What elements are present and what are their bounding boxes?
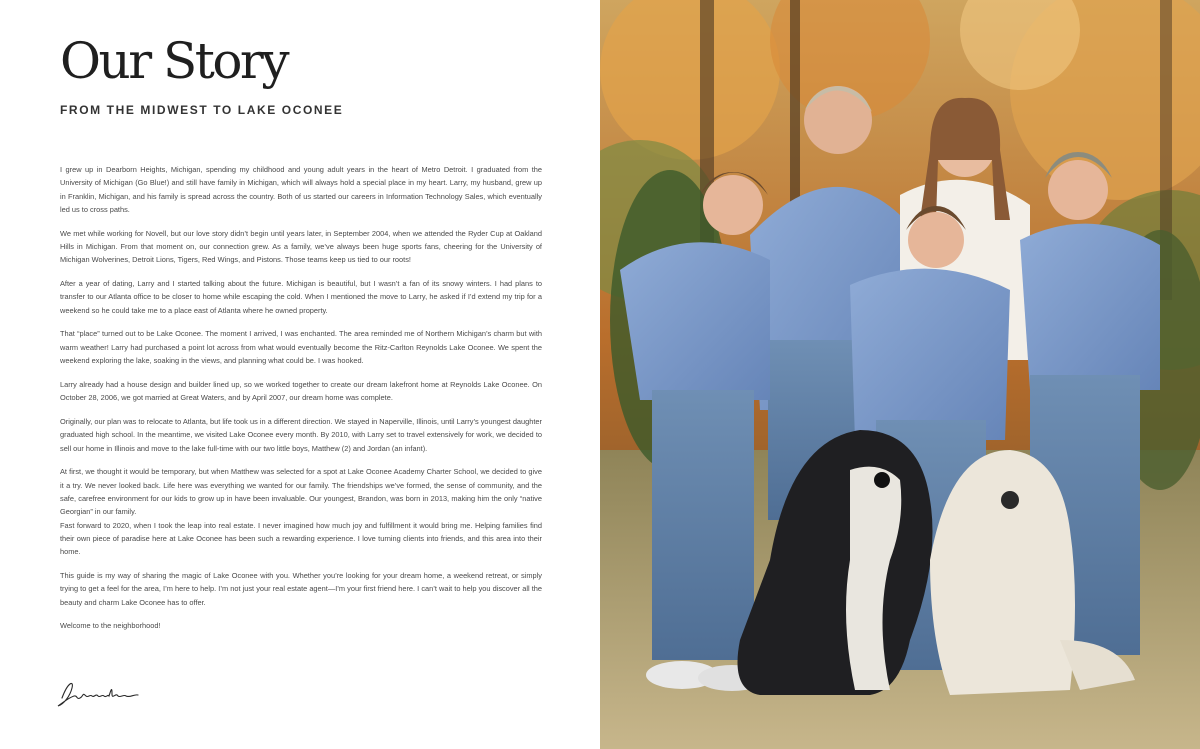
page-subtitle: FROM THE MIDWEST TO LAKE OCONEE <box>60 103 344 117</box>
signature <box>54 676 144 710</box>
story-paragraph: Originally, our plan was to relocate to Atlanta, but life took us in a different direction. We stayed in Naperville, Illinois, until Larry’s youngest daughter graduated high school. In the meantime, we visited Lake Oconee every month. By 2010, with Larry set to travel extensively for work, we decided to sell our home in Illinois and move to the lake full-time with our two little boys, Matthew (2) and Jordan (an infant). <box>60 416 542 453</box>
story-paragraph: I grew up in Dearborn Heights, Michigan, spending my childhood and young adult years in the heart of Metro Detroit. I graduated from the University of Michigan (Go Blue!) and still have family in Michigan, which will always hold a special place in my heart. Larry, my husband, grew up in Franklin, Michigan, and his family is spread across the country. Both of us started our careers in Information Technology Sales, which eventually led us to cross paths. <box>60 165 542 214</box>
story-paragraph: Larry already had a house design and builder lined up, so we worked together to create our dream lakefront home at Reynolds Lake Oconee. On October 28, 2006, we got married at Great Waters, and by April 2007, our dream home was complete. <box>60 379 542 403</box>
closing-line: Welcome to the neighborhood! <box>60 621 161 631</box>
story-paragraph: Fast forward to 2020, when I took the leap into real estate. I never imagined how much joy and fulfillment it would bring me. Helping families find their own piece of paradise here at Lake Oconee has been such a rewarding experience. I love turning clients into friends, and this area into their home. <box>60 520 542 557</box>
story-paragraph: That “place” turned out to be Lake Oconee. The moment I arrived, I was enchanted. The area reminded me of Northern Michigan’s charm but with warm weather! Larry had purchased a point lot across from what would eventually become the Ritz-Carlton Reynolds Lake Oconee. We spent the weekend exploring the lake, soaking in the views, and planning what could be. I was hooked. <box>60 329 542 366</box>
story-paragraph: After a year of dating, Larry and I started talking about the future. Michigan is beautiful, but I wasn’t a fan of its snowy winters. I had plans to transfer to our Atlanta office to be closer to home while escaping the cold. When I mentioned the move to Larry, he asked if I’d extend my trip for a weekend so he could take me to a place east of Atlanta where he owned property. <box>60 279 542 315</box>
story-paragraph: This guide is my way of sharing the magic of Lake Oconee with you. Whether you’re looking for your dream home, a weekend retreat, or simply trying to get a feel for the area, I’m here to help. I’m not just your real estate agent—I’m your first friend here. I can’t wait to help you discover all the beauty and charm Lake Oconee has to offer. <box>60 570 542 607</box>
story-paragraph: At first, we thought it would be temporary, but when Matthew was selected for a spot at Lake Oconee Academy Charter School, we decided to give it a try. We never looked back. Life here was everything we wanted for our family. The friendships we’ve formed, the sense of community, and the safe, carefree environment for our kids to grow up in have been invaluable. Our youngest, Brandon, was born in 2013, making him the only “native Georgian” in our family. <box>60 467 542 517</box>
page-title: Our Story <box>60 32 288 90</box>
story-body <box>60 163 542 643</box>
story-paragraph: We met while working for Novell, but our love story didn’t begin until years later, in September 2004, when we attended the Ryder Cup at Oakland Hills in Michigan. From that moment on, our connection grew. As a family, we’ve always been huge sports fans, cheering for the University of Michigan Wolverines, Detroit Lions, Tigers, Red Wings, and Pistons. Those teams keep us tied to our roots! <box>60 228 542 265</box>
family-photo <box>600 0 1200 749</box>
